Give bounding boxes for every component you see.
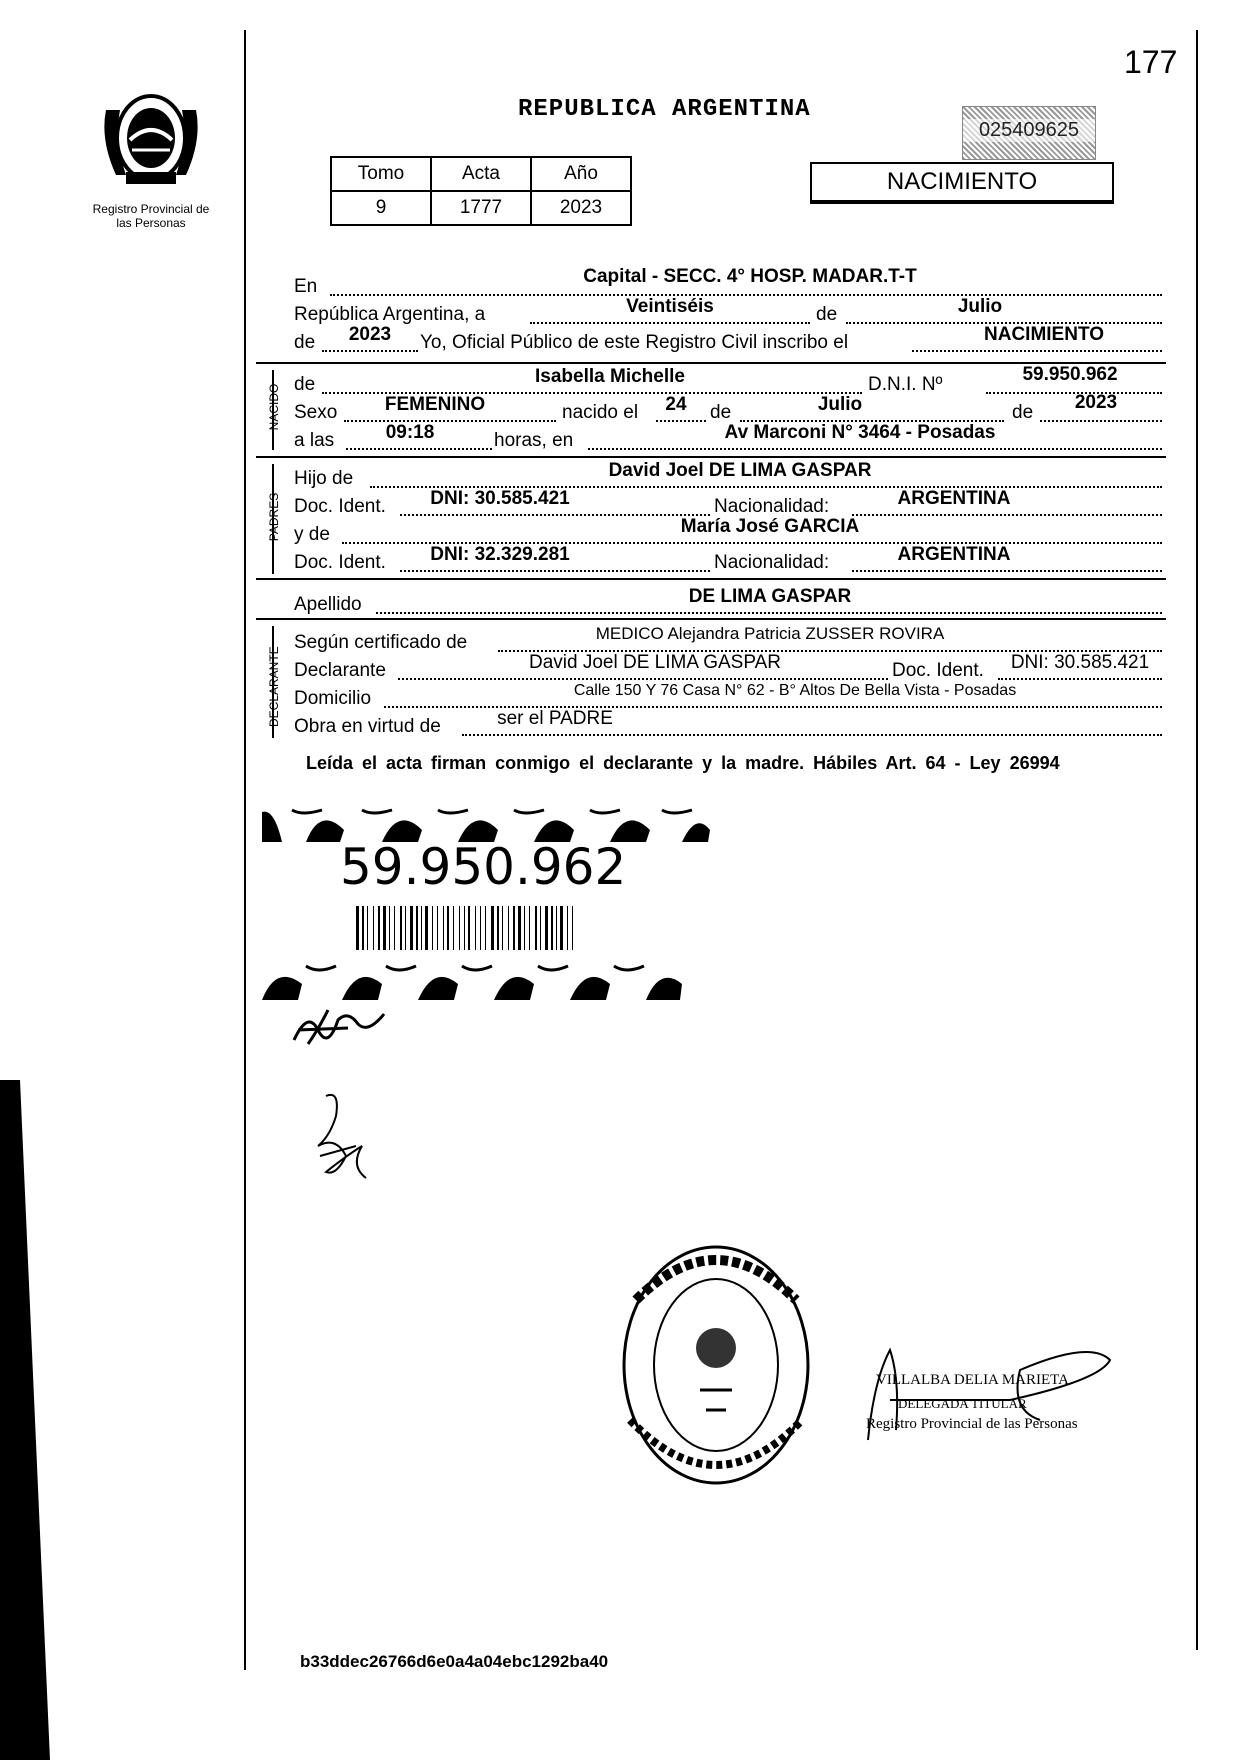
dots-declarant	[398, 678, 888, 680]
dots-declarant-doc	[998, 678, 1162, 680]
label-doc-ident-father: Doc. Ident.	[294, 496, 386, 517]
declarant-name: David Joel DE LIMA GASPAR	[528, 652, 782, 673]
child-name: Isabella Michelle	[535, 366, 685, 387]
big-dni-number: 59.950.962	[340, 838, 627, 896]
mother-name: María José GARCIA	[680, 516, 860, 537]
official-title: DELEGADA TITULAR	[898, 1396, 1027, 1411]
official-registry: Registro Provincial de las Personas	[866, 1416, 1078, 1432]
father-name: David Joel DE LIMA GASPAR	[608, 460, 872, 481]
side-label-declarante: DECLARANTE	[267, 646, 281, 727]
label-a-las: a las	[294, 430, 335, 451]
tomo-acta-table	[330, 156, 632, 226]
official-signature	[860, 1340, 1120, 1450]
footer-note: Leída el acta firman conmigo el declarante y la madre. Hábiles Art. 64 - Ley 26994	[306, 753, 1060, 773]
label-doc-ident-declarant: Doc. Ident.	[892, 660, 984, 681]
dots-mother-doc	[400, 570, 710, 572]
dots-time	[346, 448, 492, 450]
label-yo: Yo, Oficial Público de este Registro Civil inscribo el	[420, 332, 849, 353]
official-seal	[616, 1240, 816, 1490]
label-sexo: Sexo	[294, 402, 338, 423]
day-words: Veintiséis	[626, 296, 714, 317]
domicile: Calle 150 Y 76 Casa N° 62 - B° Altos De Bella Vista - Posadas	[573, 682, 1017, 699]
label-en: En	[294, 276, 318, 297]
document-hash: b33ddec26766d6e0a4a04ebc1292ba40	[300, 1652, 609, 1671]
label-doc-ident-mother: Doc. Ident.	[294, 552, 386, 573]
right-margin-rule	[1196, 30, 1198, 1650]
decorative-pattern-top	[262, 806, 712, 842]
serial-stamp	[962, 106, 1096, 160]
rule-padres-bottom	[256, 578, 1166, 580]
label-obra: Obra en virtud de	[294, 716, 441, 737]
officer-initials-signature	[288, 1000, 398, 1050]
birth-place: Capital - SECC. 4° HOSP. MADAR.T-T	[583, 266, 917, 287]
table-header-anio: Año	[531, 157, 631, 191]
dots-surname	[376, 612, 1162, 614]
dots-birth-year	[1040, 420, 1162, 422]
table-header-tomo: Tomo	[331, 157, 431, 191]
table-value-tomo: 9	[331, 191, 431, 225]
event: NACIMIENTO	[984, 324, 1104, 345]
surname: DE LIMA GASPAR	[688, 586, 852, 607]
dots-event	[912, 350, 1162, 352]
declarant-signature	[306, 1086, 376, 1186]
barcode	[356, 906, 580, 950]
rule-padres-top	[256, 456, 1166, 458]
label-nacionalidad-mother: Nacionalidad:	[714, 552, 830, 573]
label-y-de: y de	[294, 524, 330, 545]
label-de-month: de	[816, 304, 838, 325]
certificate: MEDICO Alejandra Patricia ZUSSER ROVIRA	[595, 624, 945, 643]
month: Julio	[957, 296, 1003, 317]
dots-mother-nat	[852, 570, 1162, 572]
label-hijo-de: Hijo de	[294, 468, 354, 489]
document-type-box	[810, 162, 1114, 204]
document-type: NACIMIENTO	[886, 168, 1038, 195]
label-declarante: Declarante	[294, 660, 386, 681]
table-header-acta: Acta	[431, 157, 531, 191]
label-de-birth-month: de	[710, 402, 732, 423]
capacity: ser el PADRE	[497, 708, 613, 729]
table-value-acta: 1777	[431, 191, 531, 225]
page-number: 177	[1124, 44, 1178, 80]
scan-edge-shadow	[0, 1080, 50, 1760]
decorative-pattern-bottom	[262, 960, 712, 1000]
dots-birth-day	[656, 420, 706, 422]
table-value-anio: 2023	[531, 191, 631, 225]
mother-doc: DNI: 32.329.281	[430, 544, 570, 565]
mother-nationality: ARGENTINA	[897, 544, 1011, 565]
country-title: REPUBLICA ARGENTINA	[518, 96, 811, 123]
label-domicilio: Domicilio	[294, 688, 372, 709]
birth-month: Julio	[817, 394, 863, 415]
label-de-year: de	[294, 332, 316, 353]
registry-label: Registro Provincial de las Personas	[92, 202, 210, 230]
label-dni: D.N.I. Nº	[868, 374, 943, 395]
declarant-doc: DNI: 30.585.421	[1010, 652, 1150, 673]
dots-father-nat	[852, 514, 1162, 516]
side-label-padres: PADRES	[267, 492, 281, 542]
sex: FEMENINO	[384, 394, 486, 415]
dots-day	[530, 322, 810, 324]
left-margin-rule	[244, 30, 246, 1670]
birth-day: 24	[665, 394, 687, 415]
father-nationality: ARGENTINA	[897, 488, 1011, 509]
official-name: VILLALBA DELIA MARIETA	[876, 1372, 1069, 1388]
label-de-name: de	[294, 374, 316, 395]
label-horas-en: horas, en	[494, 430, 574, 451]
label-apellido: Apellido	[294, 594, 362, 615]
birth-address: Av Marconi N° 3464 - Posadas	[724, 422, 996, 443]
label-nacido-el: nacido el	[562, 402, 639, 423]
dots-address	[588, 448, 1162, 450]
dots-capacity	[462, 734, 1162, 736]
child-dni: 59.950.962	[1022, 364, 1118, 385]
side-label-nacido: NACIDO	[267, 383, 281, 431]
serial-number: 025409625	[963, 119, 1095, 142]
dots-year	[322, 350, 418, 352]
label-de-birth-year: de	[1012, 402, 1034, 423]
province-crest-logo	[96, 80, 206, 190]
label-segun: Según certificado de	[294, 632, 468, 653]
birth-year: 2023	[1074, 392, 1118, 413]
label-republica: República Argentina, a	[294, 304, 486, 325]
year: 2023	[348, 324, 392, 345]
rule-declarante-top	[256, 618, 1166, 620]
birth-time: 09:18	[385, 422, 435, 443]
father-doc: DNI: 30.585.421	[430, 488, 570, 509]
label-nacionalidad-father: Nacionalidad:	[714, 496, 830, 517]
